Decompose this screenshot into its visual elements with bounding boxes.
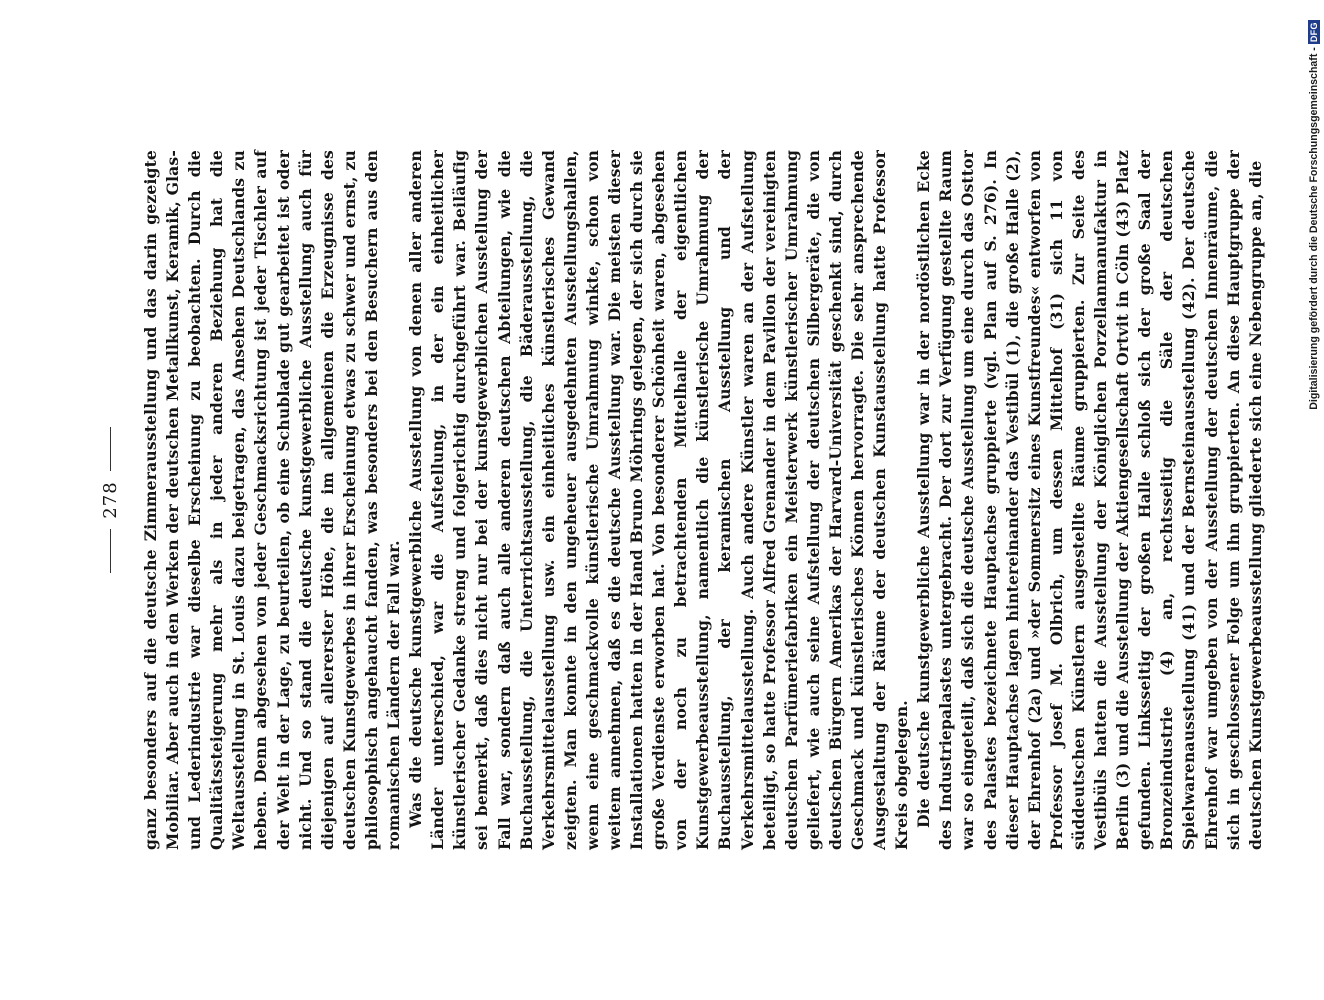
header-dash-right bbox=[110, 427, 111, 471]
page-header bbox=[100, 120, 121, 880]
dfg-logo: DFG bbox=[1309, 22, 1319, 43]
funding-text: Digitalisierung gefördert durch die Deutsche Forschungsgemeinschaft - bbox=[1308, 47, 1320, 410]
body-text bbox=[140, 150, 1267, 850]
paragraph-2: Was die deutsche kunstgewerbliche Ausstellung von denen aller anderen Länder unterschied, war die Aufstellung, in der ein einheitlicher künstlerischer Gedanke streng und folgerichtig durchgeführt war. Beiläufig sei bemerkt, daß dies nicht nur bei der kunstgewerblichen Ausstellung der Fall war, sondern daß auch alle anderen deutschen Abteilungen, wie die Buchausstellung, die Unterrichtsausstellung, die Bäderausstellung, die Verkehrsmittelausstellung usw. ein einheitliches künstlerisches Gewand zeigten. Man konnte in den ungeheuer ausgedehnten Ausstellungshallen, wenn eine geschmackvolle künstlerische Umrahmung winkte, schon von weitem annehmen, daß es die deutsche Ausstellung war. Die meisten dieser Installationen hatten in der Hand Bruno Möhrings gelegen, der sich durch sie große Verdienste erworben hat. Von besonderer Schönheit waren, abgesehen von der noch zu betrachtenden Mittelhalle der eigentlichen Kunstgewerbeausstellung, namentlich die künstlerische Umrahmung der Buchausstellung, der keramischen Ausstellung und der Verkehrsmittelausstellung. Auch andere Künstler waren an der Aufstellung beteiligt, so hatte Professor Alfred Grenander in dem Pavillon der vereinigten deutschen Parfümeriefabriken ein Meisterwerk künstlerischer Umrahmung geliefert, wie auch seine Aufstellung der deutschen Silbergeräte, die von deutschen Bürgern Amerikas der Harvard-Universität geschenkt sind, durch Geschmack und künstlerisches Können hervorragte. Die sehr ansprechende Ausgestaltung der Räume der deutschen Kunstausstellung hatte Professor Kreis obgelegen. bbox=[406, 150, 912, 850]
page-number: 278 bbox=[100, 481, 121, 519]
paragraph-1: ganz besonders auf die deutsche Zimmerausstellung und das darin gezeigte Mobiliar. Aber auch in den Werken der deutschen Metallkunst, Keramik, Glas- und Lederindustrie war dieselbe Erscheinung zu beobachten. Durch die Qualitätssteigerung mehr als in jeder anderen Beziehung hat die Weltausstellung in St. Louis dazu beigetragen, das Ansehen Deutschlands zu heben. Denn abgesehen von jeder Geschmacksrichtung ist jeder Tischler auf der Welt in der Lage, zu beurteilen, ob eine Schublade gut gearbeitet ist oder nicht. Und so stand die deutsche kunstgewerbliche Ausstellung auch für diejenigen auf allererster Höhe, die im allgemeinen die Erzeugnisse des deutschen Kunstgewerbes in ihrer Erscheinung etwas zu schwer und ernst, zu philosophisch angehaucht fanden, was besonders bei den Besuchern aus den romanischen Ländern der Fall war. bbox=[141, 150, 404, 850]
header-dash-left bbox=[110, 529, 111, 573]
funding-notice bbox=[1304, 10, 1324, 420]
paragraph-3: Die deutsche kunstgewerbliche Ausstellung war in der nordöstlichen Ecke des Industriepalastes untergebracht. Der dort zur Verfügung gestellte Raum war so eingeteilt, daß sich die deutsche Ausstellung um eine durch das Osttor des Palastes bezeichnete Hauptachse gruppierte (vgl. Plan auf S. 276). In dieser Hauptachse lagen hintereinander das Vestibül (1), die große Halle (2), der Ehrenhof (2a) und »der Sommersitz eines Kunstfreundes« entworfen von Professor Josef M. Olbrich, um dessen Mittelhof (31) sich 11 von süddeutschen Künstlern ausgestellte Räume gruppierten. Zur Seite des Vestibüls hatten die Ausstellung der Königlichen Porzellanmanufaktur in Berlin (3) und die Ausstellung der Aktiengesellschaft Ortvit in Cöln (43) Platz gefunden. Linksseitig der großen Halle schloß sich der große Saal der Bronzeindustrie (4) an, rechtsseitig die Säle der deutschen Spielwarenausstellung (41) und der Bernsteinausstellung (42). Der deutsche Ehrenhof war umgeben von der Ausstellung der deutschen Innenräume, die sich in geschlossener Folge um ihn gruppierten. An diese Hauptgruppe der deutschen Kunstgewerbeausstellung gliederte sich eine Nebengruppe an, die bbox=[914, 150, 1265, 850]
scanned-page bbox=[80, 120, 1265, 880]
